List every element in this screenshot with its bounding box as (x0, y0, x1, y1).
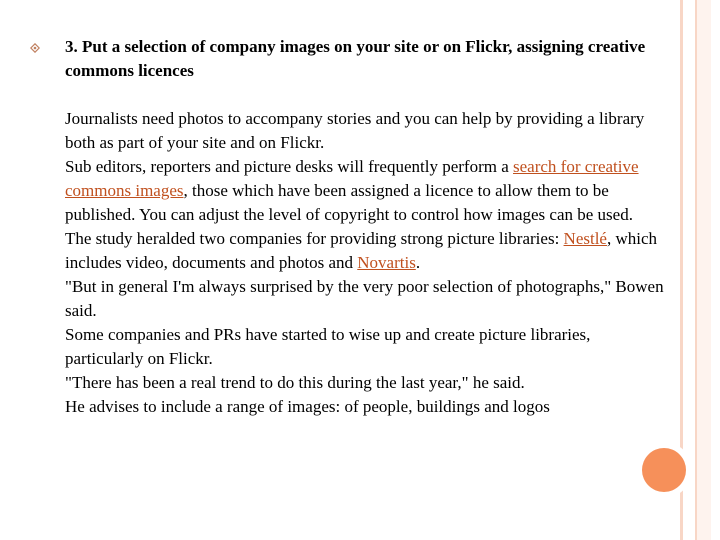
paragraph-sub-editors (65, 155, 665, 227)
decorative-orange-circle (642, 448, 686, 492)
hollow-diamond-bullet-icon (30, 43, 40, 53)
paragraph-quote-trend: "There has been a real trend to do this during the last year," he said. (65, 373, 525, 392)
decorative-side-line-right (695, 0, 697, 540)
paragraph-advice: He advises to include a range of images: of people, buildings and logos (65, 397, 550, 416)
paragraph-text: . (415, 253, 421, 272)
slide-body (65, 107, 665, 419)
search-creative-commons-link[interactable]: search for creative commons images (65, 157, 639, 200)
paragraph-journalists: Journalists need photos to accompany stories and you can help by providing a library both as part of your site and on Flickr. (65, 109, 645, 152)
decorative-side-band (697, 0, 711, 540)
novartis-link[interactable]: Novartis (357, 253, 416, 272)
slide-heading: 3. Put a selection of company images on your site or on Flickr, assigning creative commons licences (65, 37, 646, 80)
paragraph-companies-prs: Some companies and PRs have started to wise up and create picture libraries, particularly on Flickr. (65, 325, 591, 368)
paragraph-text: Sub editors, reporters and picture desks will frequently perform a (65, 157, 514, 176)
paragraph-quote-bowen: "But in general I'm always surprised by the very poor selection of photographs," Bowen said. (65, 277, 664, 320)
paragraph-text: , which includes video, documents and photos and (65, 229, 658, 272)
paragraph-text: The study heralded two companies for providing strong picture libraries: (65, 229, 564, 248)
nestle-link[interactable]: Nestlé (563, 229, 607, 248)
paragraph-text: , those which have been assigned a licence to allow them to be published. You can adjust the level of copyright to control how images can be used. (65, 181, 633, 224)
paragraph-study (65, 227, 665, 275)
